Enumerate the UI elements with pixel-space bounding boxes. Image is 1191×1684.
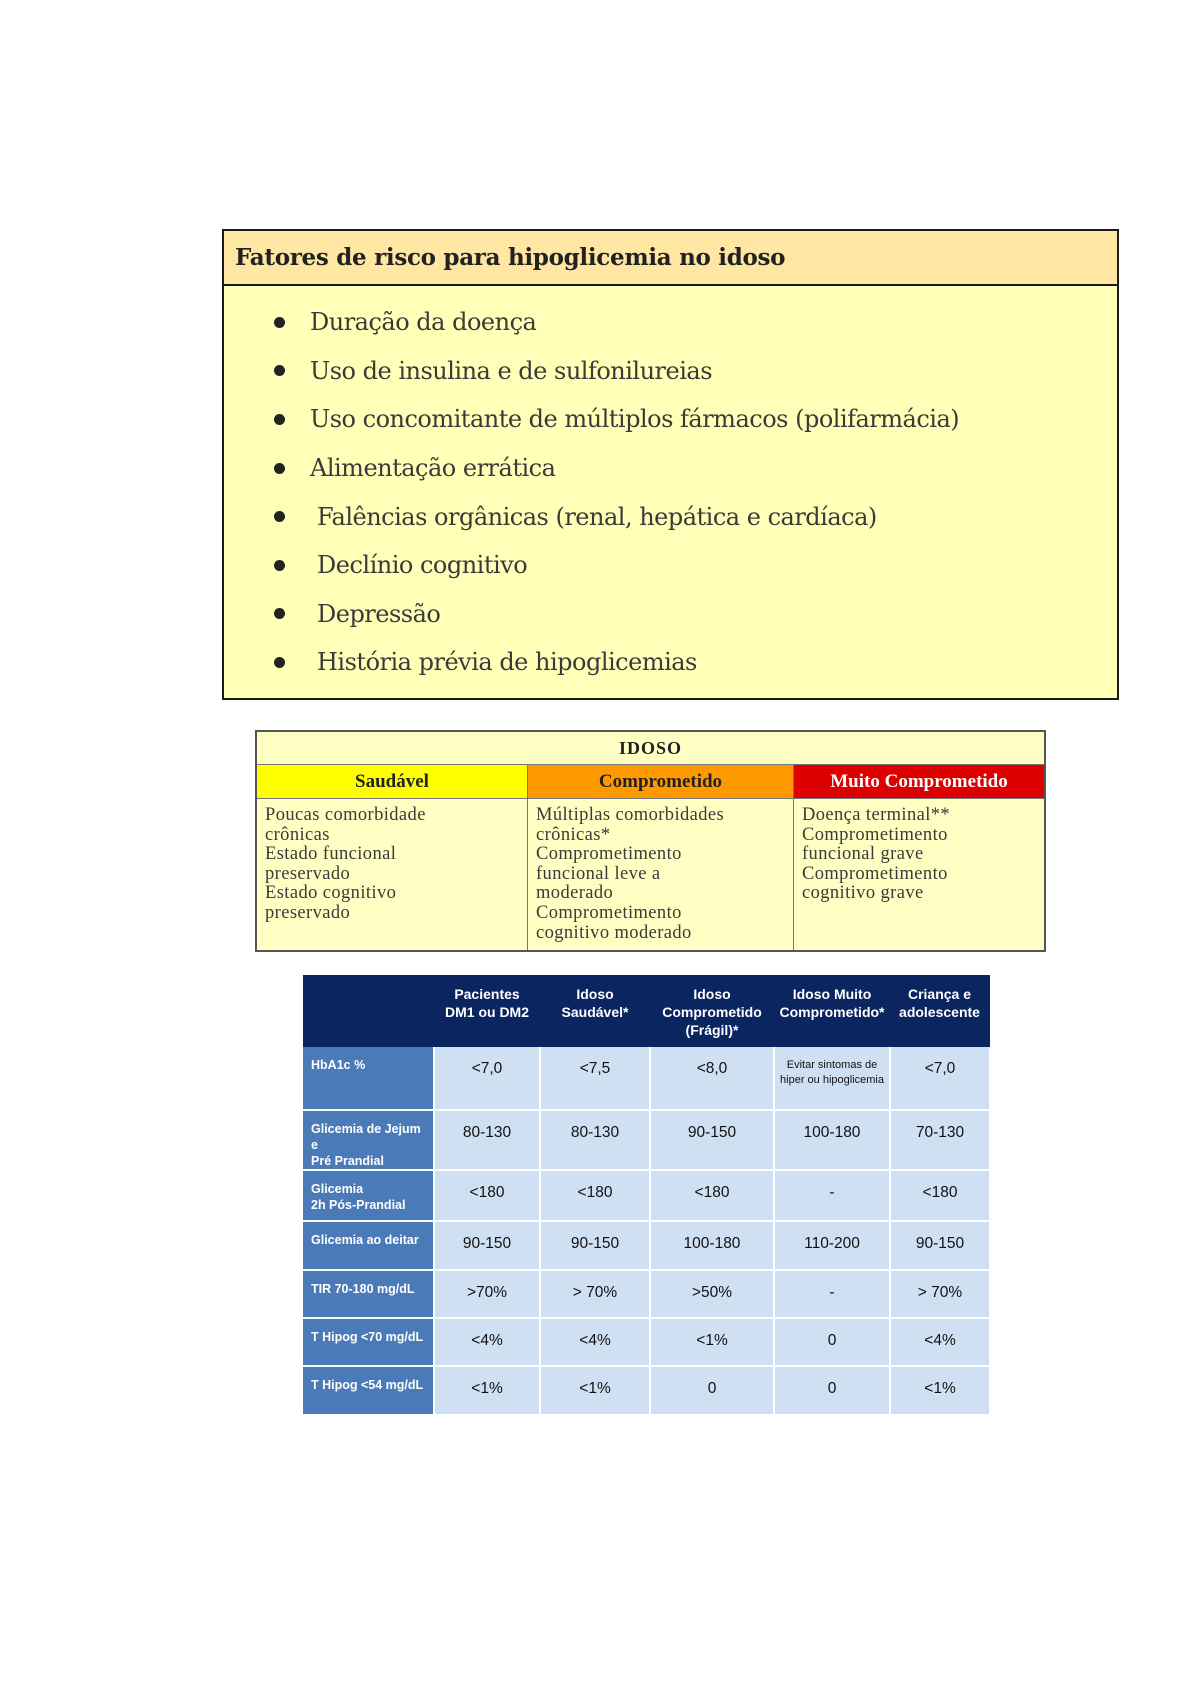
bullet-icon xyxy=(274,560,285,571)
cell-line: preservado xyxy=(265,902,351,923)
risk-factor-text: História prévia de hipoglicemias xyxy=(317,648,697,677)
list-item xyxy=(224,444,1117,493)
idoso-classification-table xyxy=(255,730,1046,952)
cell-line: moderado xyxy=(536,883,614,904)
table-header-row xyxy=(303,975,989,1047)
table-cell: <180 xyxy=(650,1170,774,1221)
table-row xyxy=(303,1221,989,1270)
table-cell: <7,0 xyxy=(890,1047,989,1110)
row-label xyxy=(303,1221,434,1270)
table-cell: <180 xyxy=(540,1170,650,1221)
cell-line: Estado funcional xyxy=(265,844,397,865)
list-item xyxy=(224,638,1117,687)
row-label-line: 2h Pós-Prandial xyxy=(311,1198,406,1212)
cell-line: cognitivo moderado xyxy=(536,922,692,943)
table-cell: 100-180 xyxy=(650,1221,774,1270)
header-comprometido: Comprometido xyxy=(528,765,794,798)
header-line: (Frágil)* xyxy=(685,1022,739,1038)
row-label-line: HbA1c % xyxy=(311,1058,366,1072)
list-item xyxy=(224,347,1117,396)
cell-line: preservado xyxy=(265,863,351,884)
table-cell: 100-180 xyxy=(774,1110,890,1170)
idoso-body-row xyxy=(257,799,1044,950)
row-label xyxy=(303,1366,434,1414)
table-cell: > 70% xyxy=(890,1270,989,1318)
risk-factors-box xyxy=(222,229,1119,700)
bullet-icon xyxy=(274,463,285,474)
row-label xyxy=(303,1170,434,1221)
bullet-icon xyxy=(274,511,285,522)
table-row xyxy=(303,1270,989,1318)
header-muito-comprometido: Muito Comprometido xyxy=(794,765,1044,798)
list-item xyxy=(224,492,1117,541)
table-cell: 0 xyxy=(650,1366,774,1414)
table-cell: >50% xyxy=(650,1270,774,1318)
cell-line: Doença terminal** xyxy=(802,805,951,825)
cell-line: funcional leve a xyxy=(536,863,661,884)
risk-factors-list xyxy=(224,298,1117,687)
bullet-icon xyxy=(274,317,285,328)
cell-line: Múltiplas comorbidades xyxy=(536,805,725,825)
table-cell: 0 xyxy=(774,1366,890,1414)
row-label-line: Glicemia xyxy=(311,1182,364,1196)
cell-line: Estado cognitivo xyxy=(265,883,397,904)
table-cell: <7,0 xyxy=(434,1047,540,1110)
row-label-line: Glicemia de Jejum e xyxy=(311,1122,421,1152)
cell-line: crônicas* xyxy=(536,824,611,845)
table-cell: 80-130 xyxy=(540,1110,650,1170)
cell-line: Comprometimento xyxy=(802,863,948,884)
row-label-line: Pré Prandial xyxy=(311,1154,384,1168)
row-label xyxy=(303,1047,434,1110)
table-cell: <1% xyxy=(650,1318,774,1366)
cell-line: Comprometimento xyxy=(536,902,682,923)
header-line: Pacientes xyxy=(454,986,520,1002)
table-cell: <4% xyxy=(540,1318,650,1366)
risk-factors-header xyxy=(224,231,1117,286)
list-item xyxy=(224,395,1117,444)
table-cell: 70-130 xyxy=(890,1110,989,1170)
header-line: Saudável* xyxy=(561,1004,629,1020)
header-cell xyxy=(650,975,774,1047)
glycemic-targets-table xyxy=(303,975,990,1414)
table-cell: 0 xyxy=(774,1318,890,1366)
header-line: Comprometido xyxy=(662,1004,762,1020)
table-cell: <180 xyxy=(890,1170,989,1221)
bullet-icon xyxy=(274,608,285,619)
header-saudavel: Saudável xyxy=(257,765,528,798)
table-row xyxy=(303,1110,989,1170)
header-line: Criança e xyxy=(907,986,972,1002)
header-line: Comprometido* xyxy=(779,1004,885,1020)
header-line: DM1 ou DM2 xyxy=(445,1004,529,1020)
cell-comprometido xyxy=(528,799,794,950)
row-label-line: Glicemia ao deitar xyxy=(311,1233,419,1247)
bullet-icon xyxy=(274,365,285,376)
risk-factor-text: Uso de insulina e de sulfonilureias xyxy=(310,356,713,385)
table-cell: <180 xyxy=(434,1170,540,1221)
header-cell xyxy=(434,975,540,1047)
risk-factor-text: Depressão xyxy=(317,599,441,628)
cell-line: Comprometimento xyxy=(536,844,682,865)
cell-line: crônicas xyxy=(265,824,330,845)
table-cell: > 70% xyxy=(540,1270,650,1318)
header-cell xyxy=(890,975,989,1047)
header-cell xyxy=(540,975,650,1047)
cell-saudavel xyxy=(257,799,528,950)
list-item xyxy=(224,298,1117,347)
row-label-line: TIR 70-180 mg/dL xyxy=(311,1282,415,1296)
idoso-title: IDOSO xyxy=(257,732,1044,765)
header-cell-empty xyxy=(303,975,434,1047)
risk-factor-text: Alimentação errática xyxy=(310,454,556,483)
list-item xyxy=(224,590,1117,639)
table-row xyxy=(303,1318,989,1366)
cell-line: funcional grave xyxy=(802,844,924,865)
table-row xyxy=(303,1170,989,1221)
row-label-line: T Hipog <70 mg/dL xyxy=(311,1330,424,1344)
table-cell: <1% xyxy=(540,1366,650,1414)
cell-line: cognitivo grave xyxy=(802,883,924,904)
header-cell xyxy=(774,975,890,1047)
risk-factors-title: Fatores de risco para hipoglicemia no idoso xyxy=(235,244,786,271)
table-cell: Evitar sintomas de hiper ou hipoglicemia xyxy=(774,1047,890,1110)
table-cell: 90-150 xyxy=(540,1221,650,1270)
table-cell: - xyxy=(774,1270,890,1318)
cell-line: Comprometimento xyxy=(802,824,948,845)
table-cell: <7,5 xyxy=(540,1047,650,1110)
table-cell: <4% xyxy=(890,1318,989,1366)
row-label xyxy=(303,1270,434,1318)
idoso-header-row xyxy=(257,765,1044,799)
header-line: Idoso xyxy=(576,986,614,1002)
table-row xyxy=(303,1366,989,1414)
cell-muito-comprometido xyxy=(794,799,1044,950)
table-row xyxy=(303,1047,989,1110)
table-cell: 90-150 xyxy=(434,1221,540,1270)
table-cell: >70% xyxy=(434,1270,540,1318)
table-cell: <1% xyxy=(434,1366,540,1414)
risk-factor-text: Duração da doença xyxy=(310,308,537,337)
header-line: Idoso xyxy=(693,986,731,1002)
table-cell: 90-150 xyxy=(650,1110,774,1170)
table-cell: 90-150 xyxy=(890,1221,989,1270)
table-cell: - xyxy=(774,1170,890,1221)
table-cell: <4% xyxy=(434,1318,540,1366)
bullet-icon xyxy=(274,414,285,425)
risk-factor-text: Uso concomitante de múltiplos fármacos (polifarmácia) xyxy=(310,405,960,434)
table-cell: <8,0 xyxy=(650,1047,774,1110)
header-line: adolescente xyxy=(899,1004,980,1020)
table-cell: 80-130 xyxy=(434,1110,540,1170)
header-line: Idoso Muito xyxy=(792,986,872,1002)
row-label xyxy=(303,1318,434,1366)
cell-line: Poucas comorbidade xyxy=(265,805,426,825)
row-label xyxy=(303,1110,434,1170)
bullet-icon xyxy=(274,657,285,668)
table-cell: <1% xyxy=(890,1366,989,1414)
table-cell: 110-200 xyxy=(774,1221,890,1270)
row-label-line: T Hipog <54 mg/dL xyxy=(311,1378,424,1392)
risk-factor-text: Declínio cognitivo xyxy=(317,551,528,580)
list-item xyxy=(224,541,1117,590)
risk-factor-text: Falências orgânicas (renal, hepática e cardíaca) xyxy=(317,502,877,531)
